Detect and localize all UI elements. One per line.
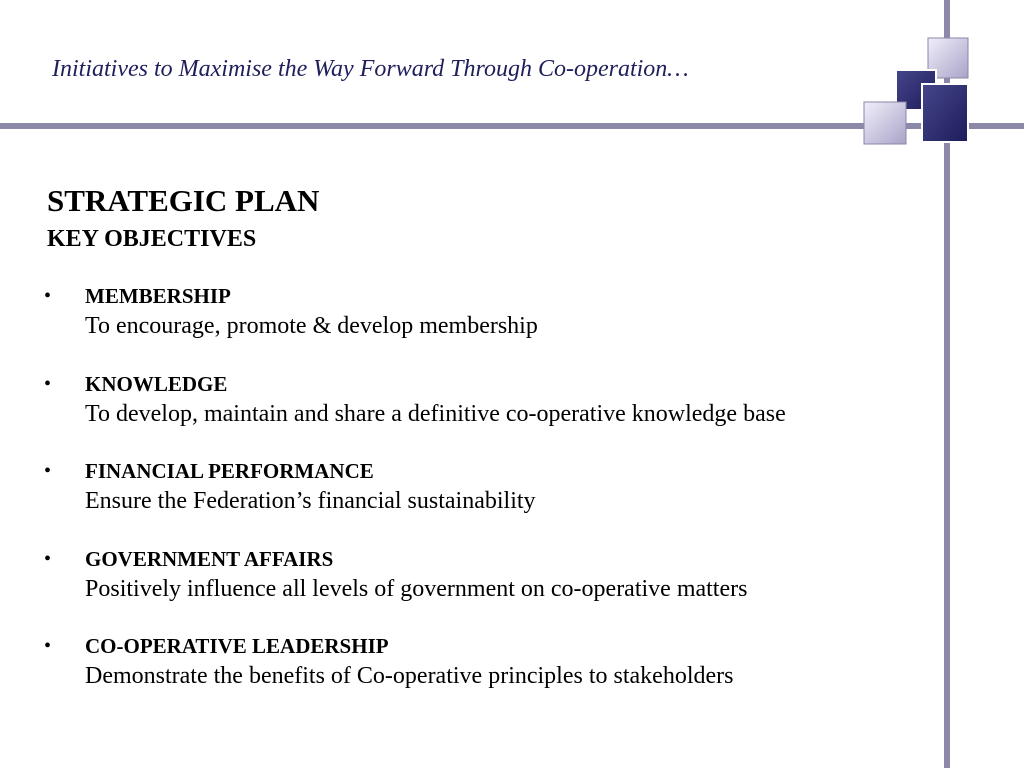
objective-item-membership	[40, 284, 930, 372]
objective-description: To encourage, promote & develop membership	[85, 313, 538, 339]
objective-description: Demonstrate the benefits of Co-operative principles to stakeholders	[85, 663, 734, 689]
objective-title: KNOWLEDGE	[85, 371, 228, 396]
section-subtitle: KEY OBJECTIVES	[47, 226, 257, 252]
objective-item-knowledge	[40, 372, 930, 460]
objective-title: MEMBERSHIP	[85, 284, 231, 308]
objective-title: FINANCIAL PERFORMANCE	[85, 459, 374, 483]
bullet-marker: •	[44, 635, 52, 657]
objective-title: CO-OPERATIVE LEADERSHIP	[85, 634, 389, 658]
objective-description: Positively influence all levels of government on co-operative matters	[85, 575, 748, 602]
stepped-squares-logo	[862, 36, 972, 148]
bullet-marker: •	[44, 285, 52, 307]
objective-title: GOVERNMENT AFFAIRS	[85, 546, 334, 571]
objective-item-co-operative-leadership	[40, 634, 930, 722]
bullet-marker: •	[44, 547, 52, 570]
page-title: STRATEGIC PLAN	[47, 183, 320, 218]
objectives-list	[40, 284, 930, 722]
bullet-marker: •	[44, 372, 52, 395]
objective-description: Ensure the Federation’s financial sustainability	[85, 488, 536, 514]
objective-item-government-affairs	[40, 547, 930, 635]
objective-item-financial-performance	[40, 459, 930, 547]
slide-header-title: Initiatives to Maximise the Way Forward Through Co-operation…	[52, 56, 689, 82]
bullet-marker: •	[44, 460, 52, 482]
objective-description: To develop, maintain and share a definitive co-operative knowledge base	[85, 400, 786, 427]
